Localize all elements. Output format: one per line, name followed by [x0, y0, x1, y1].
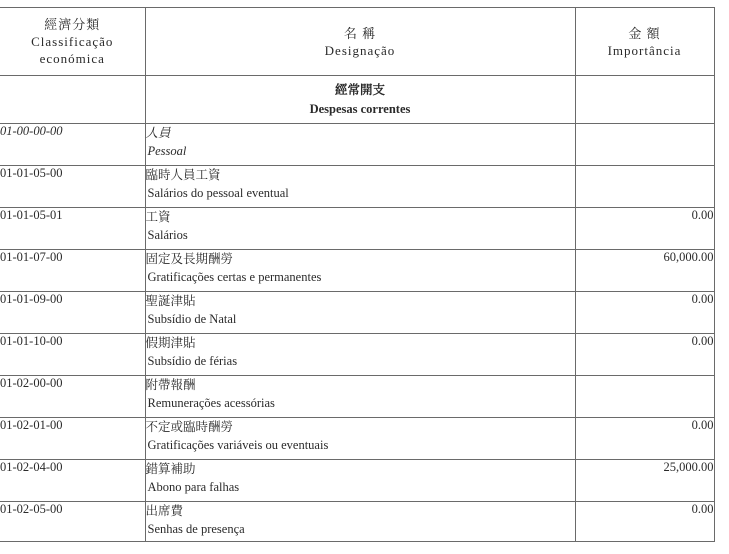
- row-name-pt: Subsídio de férias: [147, 354, 238, 368]
- row-name-zh: 假期津貼: [145, 336, 196, 350]
- header-row: [0, 8, 714, 76]
- table-row: [0, 292, 714, 334]
- row-code: 01-02-05-00: [0, 502, 145, 542]
- row-amount: 0.00: [575, 418, 714, 460]
- header-designation: [145, 8, 575, 76]
- table-row: [0, 208, 714, 250]
- header-amount: [575, 8, 714, 76]
- row-name-pt: Subsídio de Natal: [147, 312, 237, 326]
- row-amount: [575, 376, 714, 418]
- row-amount: 0.00: [575, 502, 714, 542]
- budget-table: [0, 7, 715, 542]
- row-designation: [145, 208, 575, 250]
- row-name-pt: Remunerações acessórias: [147, 396, 275, 410]
- row-name-zh: 聖誕津貼: [145, 294, 196, 308]
- row-designation: [145, 334, 575, 376]
- row-name-zh: 不定或臨時酬勞: [145, 420, 234, 434]
- row-code: 01-01-05-01: [0, 208, 145, 250]
- header-classification: [0, 8, 145, 76]
- row-name-zh: 附帶報酬: [145, 378, 196, 392]
- header-amount-zh: 金 額: [628, 25, 661, 41]
- header-classification-pt-1: Classificação: [31, 34, 114, 49]
- row-code: 01-02-04-00: [0, 460, 145, 502]
- table-row: [0, 250, 714, 292]
- table-row: [0, 376, 714, 418]
- row-name-zh: 錯算補助: [145, 462, 196, 476]
- row-name-zh: 固定及長期酬勞: [145, 252, 234, 266]
- header-designation-pt: Designação: [324, 42, 396, 58]
- section-title-zh: 經常開支: [334, 82, 385, 97]
- row-designation: [145, 166, 575, 208]
- row-code: 01-01-09-00: [0, 292, 145, 334]
- row-name-pt: Pessoal: [147, 144, 187, 158]
- row-designation: [145, 418, 575, 460]
- row-name-zh: 人員: [145, 126, 171, 140]
- row-amount: [575, 124, 714, 166]
- section-title-pt: Despesas correntes: [309, 101, 411, 116]
- table-row: [0, 166, 714, 208]
- table-row: [0, 460, 714, 502]
- header-amount-pt: Importância: [607, 42, 682, 58]
- row-amount: [575, 166, 714, 208]
- section-row: [0, 76, 714, 124]
- row-name-pt: Salários: [147, 228, 188, 242]
- row-code: 01-02-01-00: [0, 418, 145, 460]
- row-name-pt: Gratificações certas e permanentes: [147, 270, 322, 284]
- row-amount: 0.00: [575, 334, 714, 376]
- row-name-zh: 出席費: [145, 504, 184, 518]
- row-designation: [145, 250, 575, 292]
- row-designation: [145, 502, 575, 542]
- section-code-cell: [0, 76, 145, 124]
- section-amount-cell: [575, 76, 714, 124]
- table-row: [0, 502, 714, 542]
- row-code: 01-01-10-00: [0, 334, 145, 376]
- row-name-pt: Senhas de presença: [147, 522, 245, 536]
- row-name-pt: Salários do pessoal eventual: [147, 186, 289, 200]
- row-name-zh: 工資: [145, 210, 171, 224]
- header-classification-zh: 經濟分類: [44, 17, 101, 32]
- table-row: [0, 124, 714, 166]
- row-designation: [145, 460, 575, 502]
- header-classification-pt-2: económica: [39, 51, 105, 66]
- row-code: 01-00-00-00: [0, 124, 145, 166]
- row-amount: 0.00: [575, 292, 714, 334]
- row-code: 01-01-07-00: [0, 250, 145, 292]
- row-amount: 25,000.00: [575, 460, 714, 502]
- row-name-pt: Gratificações variáveis ou eventuais: [147, 438, 329, 452]
- row-designation: [145, 124, 575, 166]
- header-designation-zh: 名 稱: [343, 25, 377, 41]
- row-amount: 60,000.00: [575, 250, 714, 292]
- section-title: [145, 76, 575, 124]
- row-name-pt: Abono para falhas: [147, 480, 240, 494]
- table-row: [0, 418, 714, 460]
- row-name-zh: 臨時人員工資: [145, 168, 221, 182]
- row-code: 01-01-05-00: [0, 166, 145, 208]
- row-code: 01-02-00-00: [0, 376, 145, 418]
- row-designation: [145, 292, 575, 334]
- table-row: [0, 334, 714, 376]
- row-designation: [145, 376, 575, 418]
- row-amount: 0.00: [575, 208, 714, 250]
